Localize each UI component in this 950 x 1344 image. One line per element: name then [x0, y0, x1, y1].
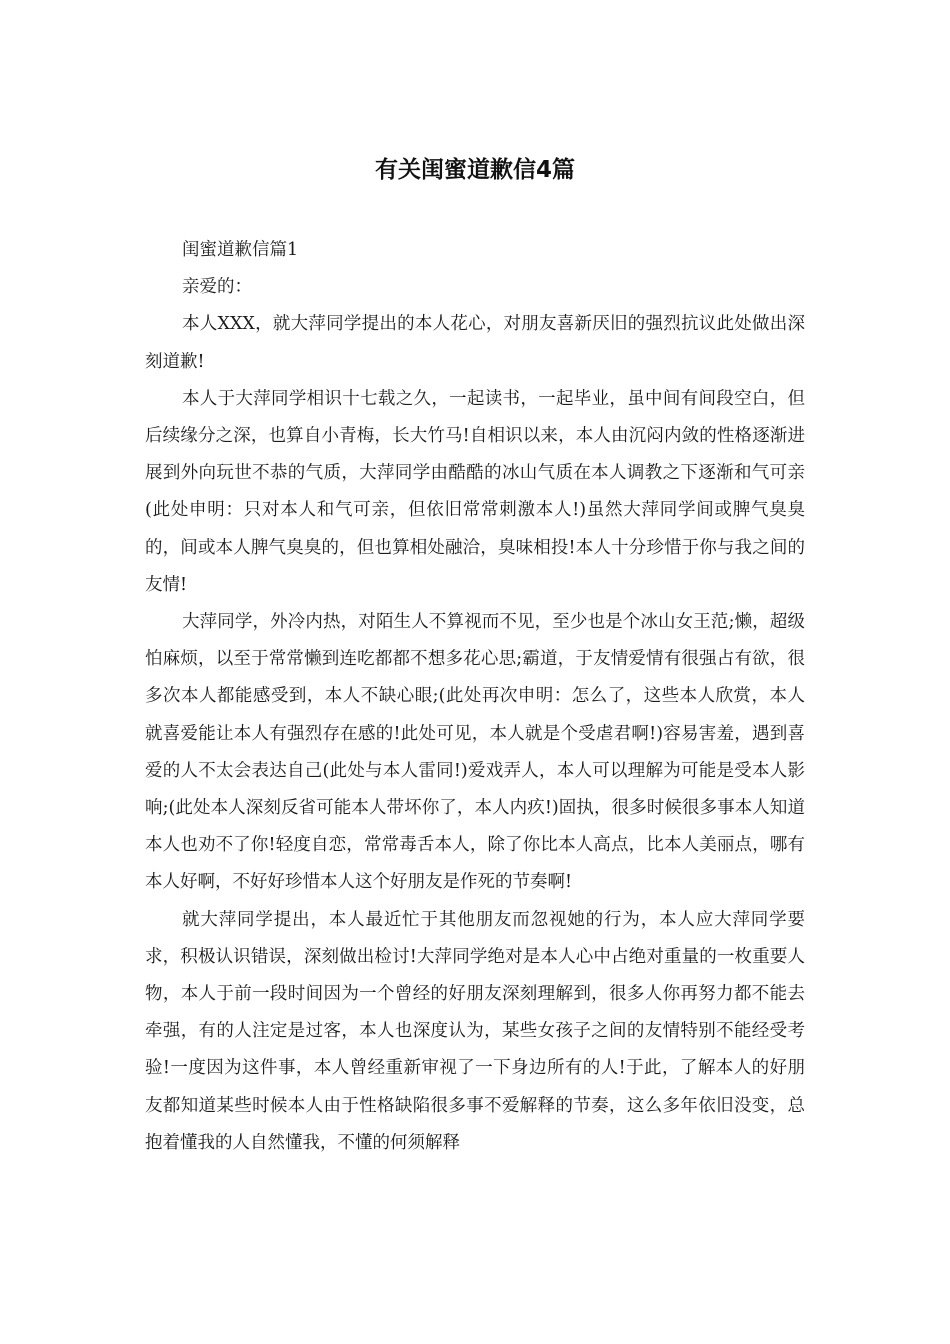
body-paragraph: 就大萍同学提出，本人最近忙于其他朋友而忽视她的行为，本人应大萍同学要求，积极认识错误，深刻做出检讨!大萍同学绝对是本人心中占绝对重量的一枚重要人物，本人于前一段时间因为一个曾经的好朋友深刻理解到，很多人你再努力都不能去牵强，有的人注定是过客，本人也深度认为，某些女孩子之间的友情特别不能经受考验!一度因为这件事，本人曾经重新审视了一下身边所有的人!于此，了解本人的好朋友都知道某些时候本人由于性格缺陷很多事不爱解释的节奏，这么多年依旧没变，总抱着懂我的人自然懂我，不懂的何须解释 [145, 909, 805, 1153]
body-paragraph: 大萍同学，外冷内热，对陌生人不算视而不见，至少也是个冰山女王范;懒，超级怕麻烦，以至于常常懒到连吃都都不想多花心思;霸道，于友情爱情有很强占有欲，很多次本人都能感受到，本人不缺心眼;(此处再次申明：怎么了，这些本人欣赏，本人就喜爱能让本人有强烈存在感的!此处可见，本人就是个受虐君啊!)容易害羞，遇到喜爱的人不太会表达自己(此处与本人雷同!)爱戏弄人，本人可以理解为可能是受本人影响;(此处本人深刻反省可能本人带坏你了，本人内疚!)固执，很多时候很多事本人知道本人也劝不了你!轻度自恋，常常毒舌本人，除了你比本人高点，比本人美丽点，哪有本人好啊，不好好珍惜本人这个好朋友是作死的节奏啊! [145, 612, 805, 893]
body-paragraph: 本人于大萍同学相识十七载之久，一起读书，一起毕业，虽中间有间段空白，但后续缘分之深，也算自小青梅，长大竹马!自相识以来，本人由沉闷内敛的性格逐渐进展到外向玩世不恭的气质，大萍同学由酷酷的冰山气质在本人调教之下逐渐和气可亲(此处申明：只对本人和气可亲，但依旧常常刺激本人!)虽然大萍同学间或脾气臭臭的，间或本人脾气臭臭的，但也算相处融洽，臭味相投!本人十分珍惜于你与我之间的友情! [145, 388, 805, 595]
document-title: 有关闺蜜道歉信4篇 [374, 157, 575, 183]
salutation: 亲爱的： [182, 277, 252, 298]
section-heading: 闺蜜道歉信篇1 [182, 240, 299, 260]
document-body [145, 232, 805, 1162]
body-paragraph: 本人XXX，就大萍同学提出的本人花心，对朋友喜新厌旧的强烈抗议此处做出深刻道歉! [145, 314, 805, 372]
